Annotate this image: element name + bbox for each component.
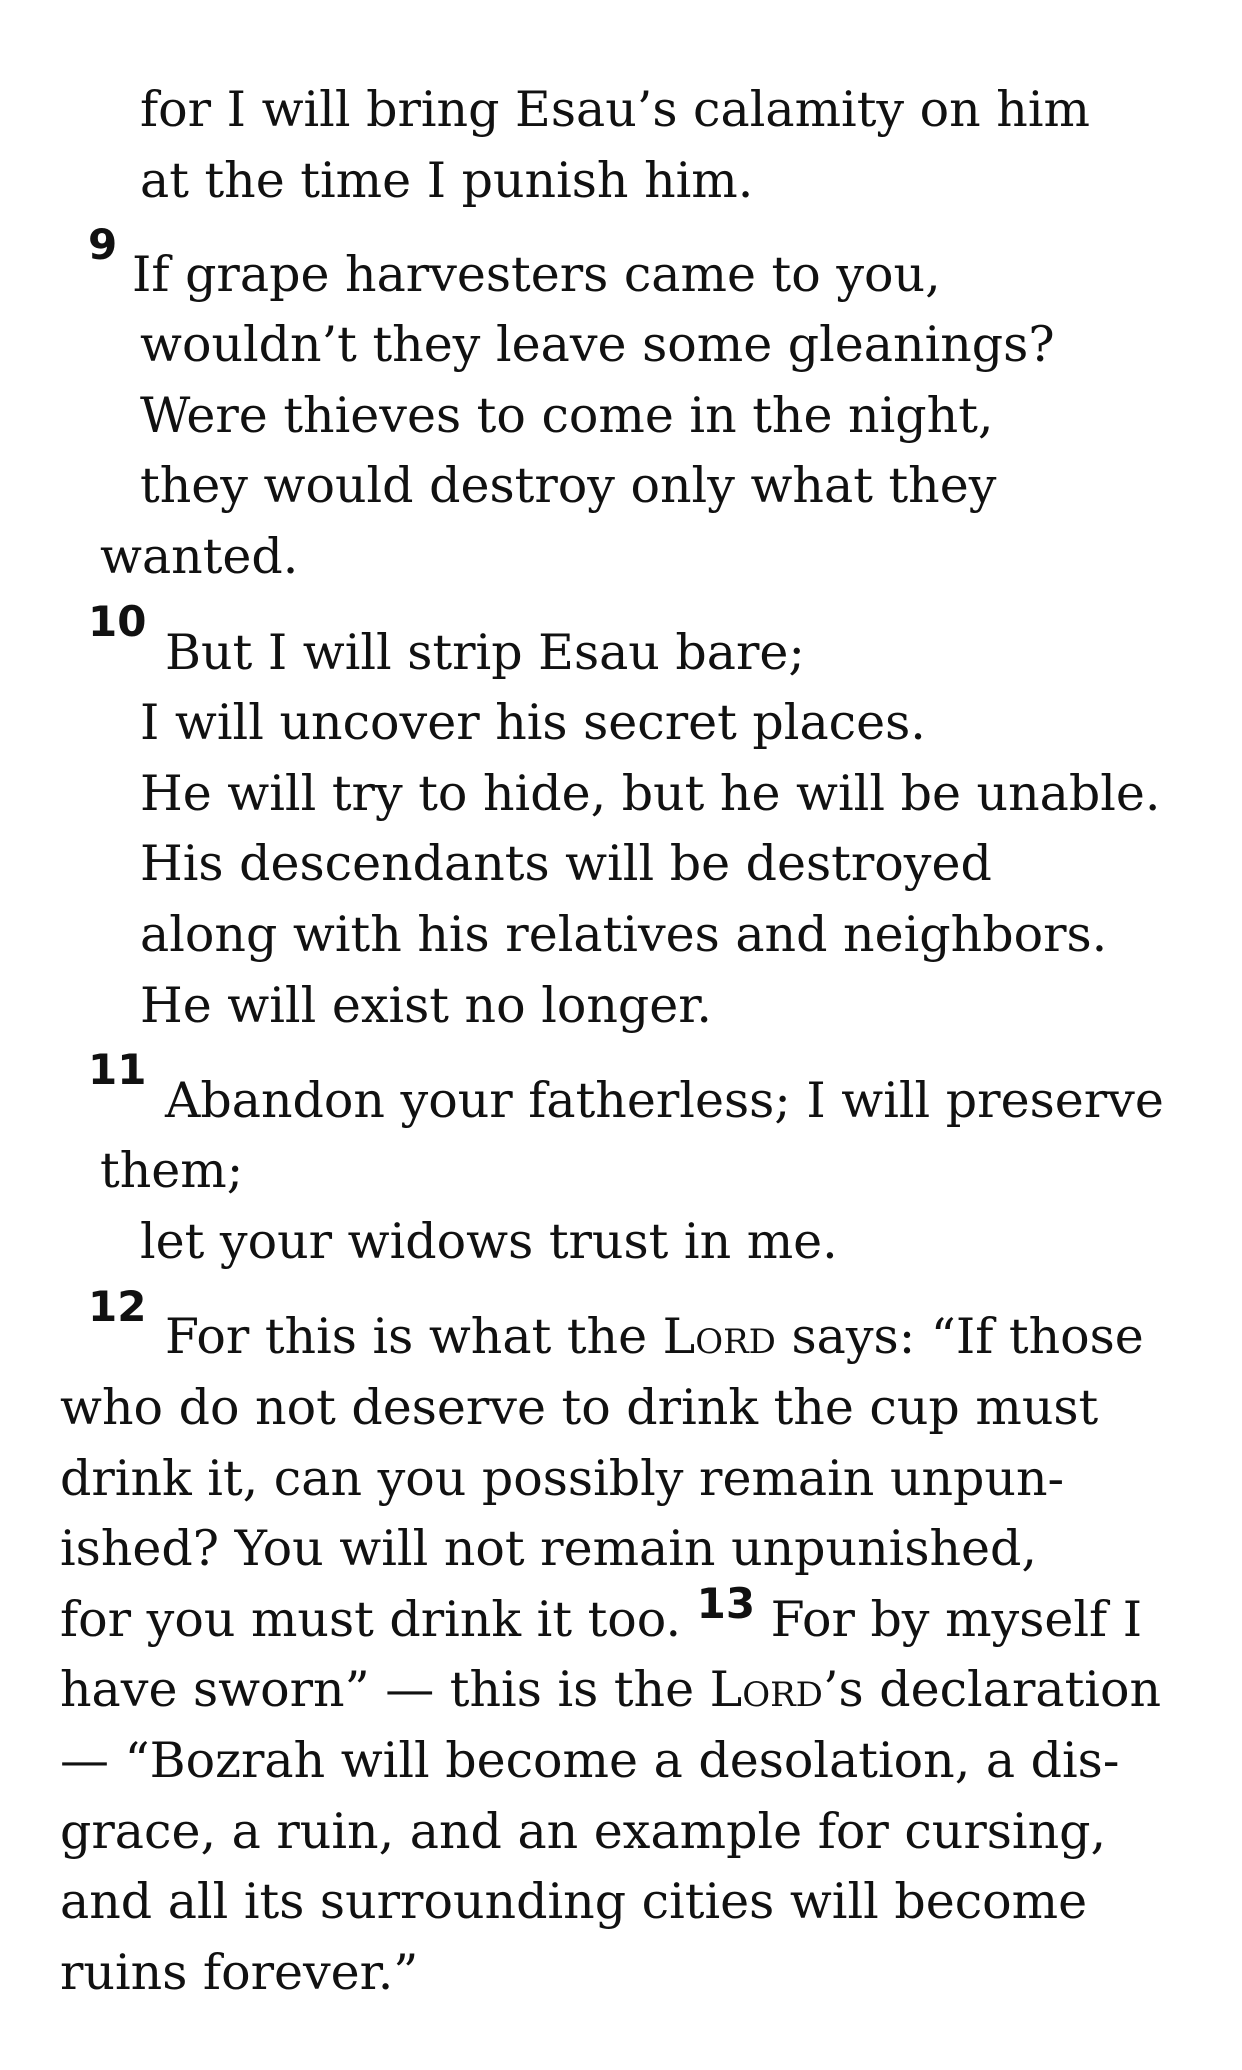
verse-number: 11 bbox=[88, 1045, 147, 1094]
prose-text: For this is what the bbox=[165, 1308, 663, 1365]
verse-number: 10 bbox=[88, 597, 147, 646]
poetry-line: But I will strip Esau bare; bbox=[165, 624, 805, 681]
poetry-line: If grape harvesters came to you, bbox=[132, 246, 941, 303]
prose-text: have sworn” — this is the bbox=[60, 1661, 710, 1718]
prose-text: says: “If those bbox=[775, 1308, 1144, 1365]
prose-line bbox=[165, 1307, 1144, 1367]
poetry-line: He will exist no longer. bbox=[140, 977, 712, 1034]
poetry-line: I will uncover his secret places. bbox=[140, 694, 926, 751]
prose-text: ’s declaration bbox=[822, 1661, 1162, 1718]
prose-line: — “Bozrah will become a desolation, a dis- bbox=[60, 1732, 1120, 1789]
poetry-line: for I will bring Esau’s calamity on him bbox=[140, 81, 1090, 138]
prose-line bbox=[60, 1660, 1161, 1720]
prose-line: drink it, can you possibly remain unpun- bbox=[60, 1450, 1065, 1507]
verse-number: 9 bbox=[88, 220, 118, 269]
poetry-line: wanted. bbox=[100, 528, 299, 585]
poetry-line: His descendants will be destroyed bbox=[140, 835, 992, 892]
prose-line: ished? You will not remain unpunished, bbox=[60, 1520, 1037, 1577]
poetry-line: them; bbox=[100, 1142, 244, 1199]
prose-line: ruins forever.” bbox=[60, 1944, 419, 2001]
poetry-line: along with his relatives and neighbors. bbox=[140, 906, 1108, 963]
poetry-line: He will try to hide, but he will be unable. bbox=[140, 765, 1161, 822]
lord-small-caps: Lord bbox=[709, 1661, 823, 1718]
verse-number: 12 bbox=[88, 1282, 147, 1331]
prose-line bbox=[60, 1579, 1143, 1650]
prose-text: for you must drink it too. bbox=[60, 1591, 697, 1648]
poetry-line: let your widows trust in me. bbox=[140, 1213, 838, 1270]
prose-line: who do not deserve to drink the cup must bbox=[60, 1379, 1099, 1436]
poetry-line: Were thieves to come in the night, bbox=[140, 387, 994, 444]
verse-number: 13 bbox=[696, 1579, 756, 1628]
poetry-line: wouldn’t they leave some gleanings? bbox=[140, 316, 1055, 373]
poetry-line: Abandon your fatherless; I will preserve bbox=[165, 1072, 1164, 1129]
lord-small-caps: Lord bbox=[662, 1308, 776, 1365]
poetry-line: at the time I punish him. bbox=[140, 152, 754, 209]
poetry-line: they would destroy only what they bbox=[140, 457, 997, 514]
prose-text: For by myself I bbox=[755, 1591, 1143, 1648]
prose-line: grace, a ruin, and an example for cursing, bbox=[60, 1803, 1107, 1860]
prose-line: and all its surrounding cities will become bbox=[60, 1873, 1088, 1930]
